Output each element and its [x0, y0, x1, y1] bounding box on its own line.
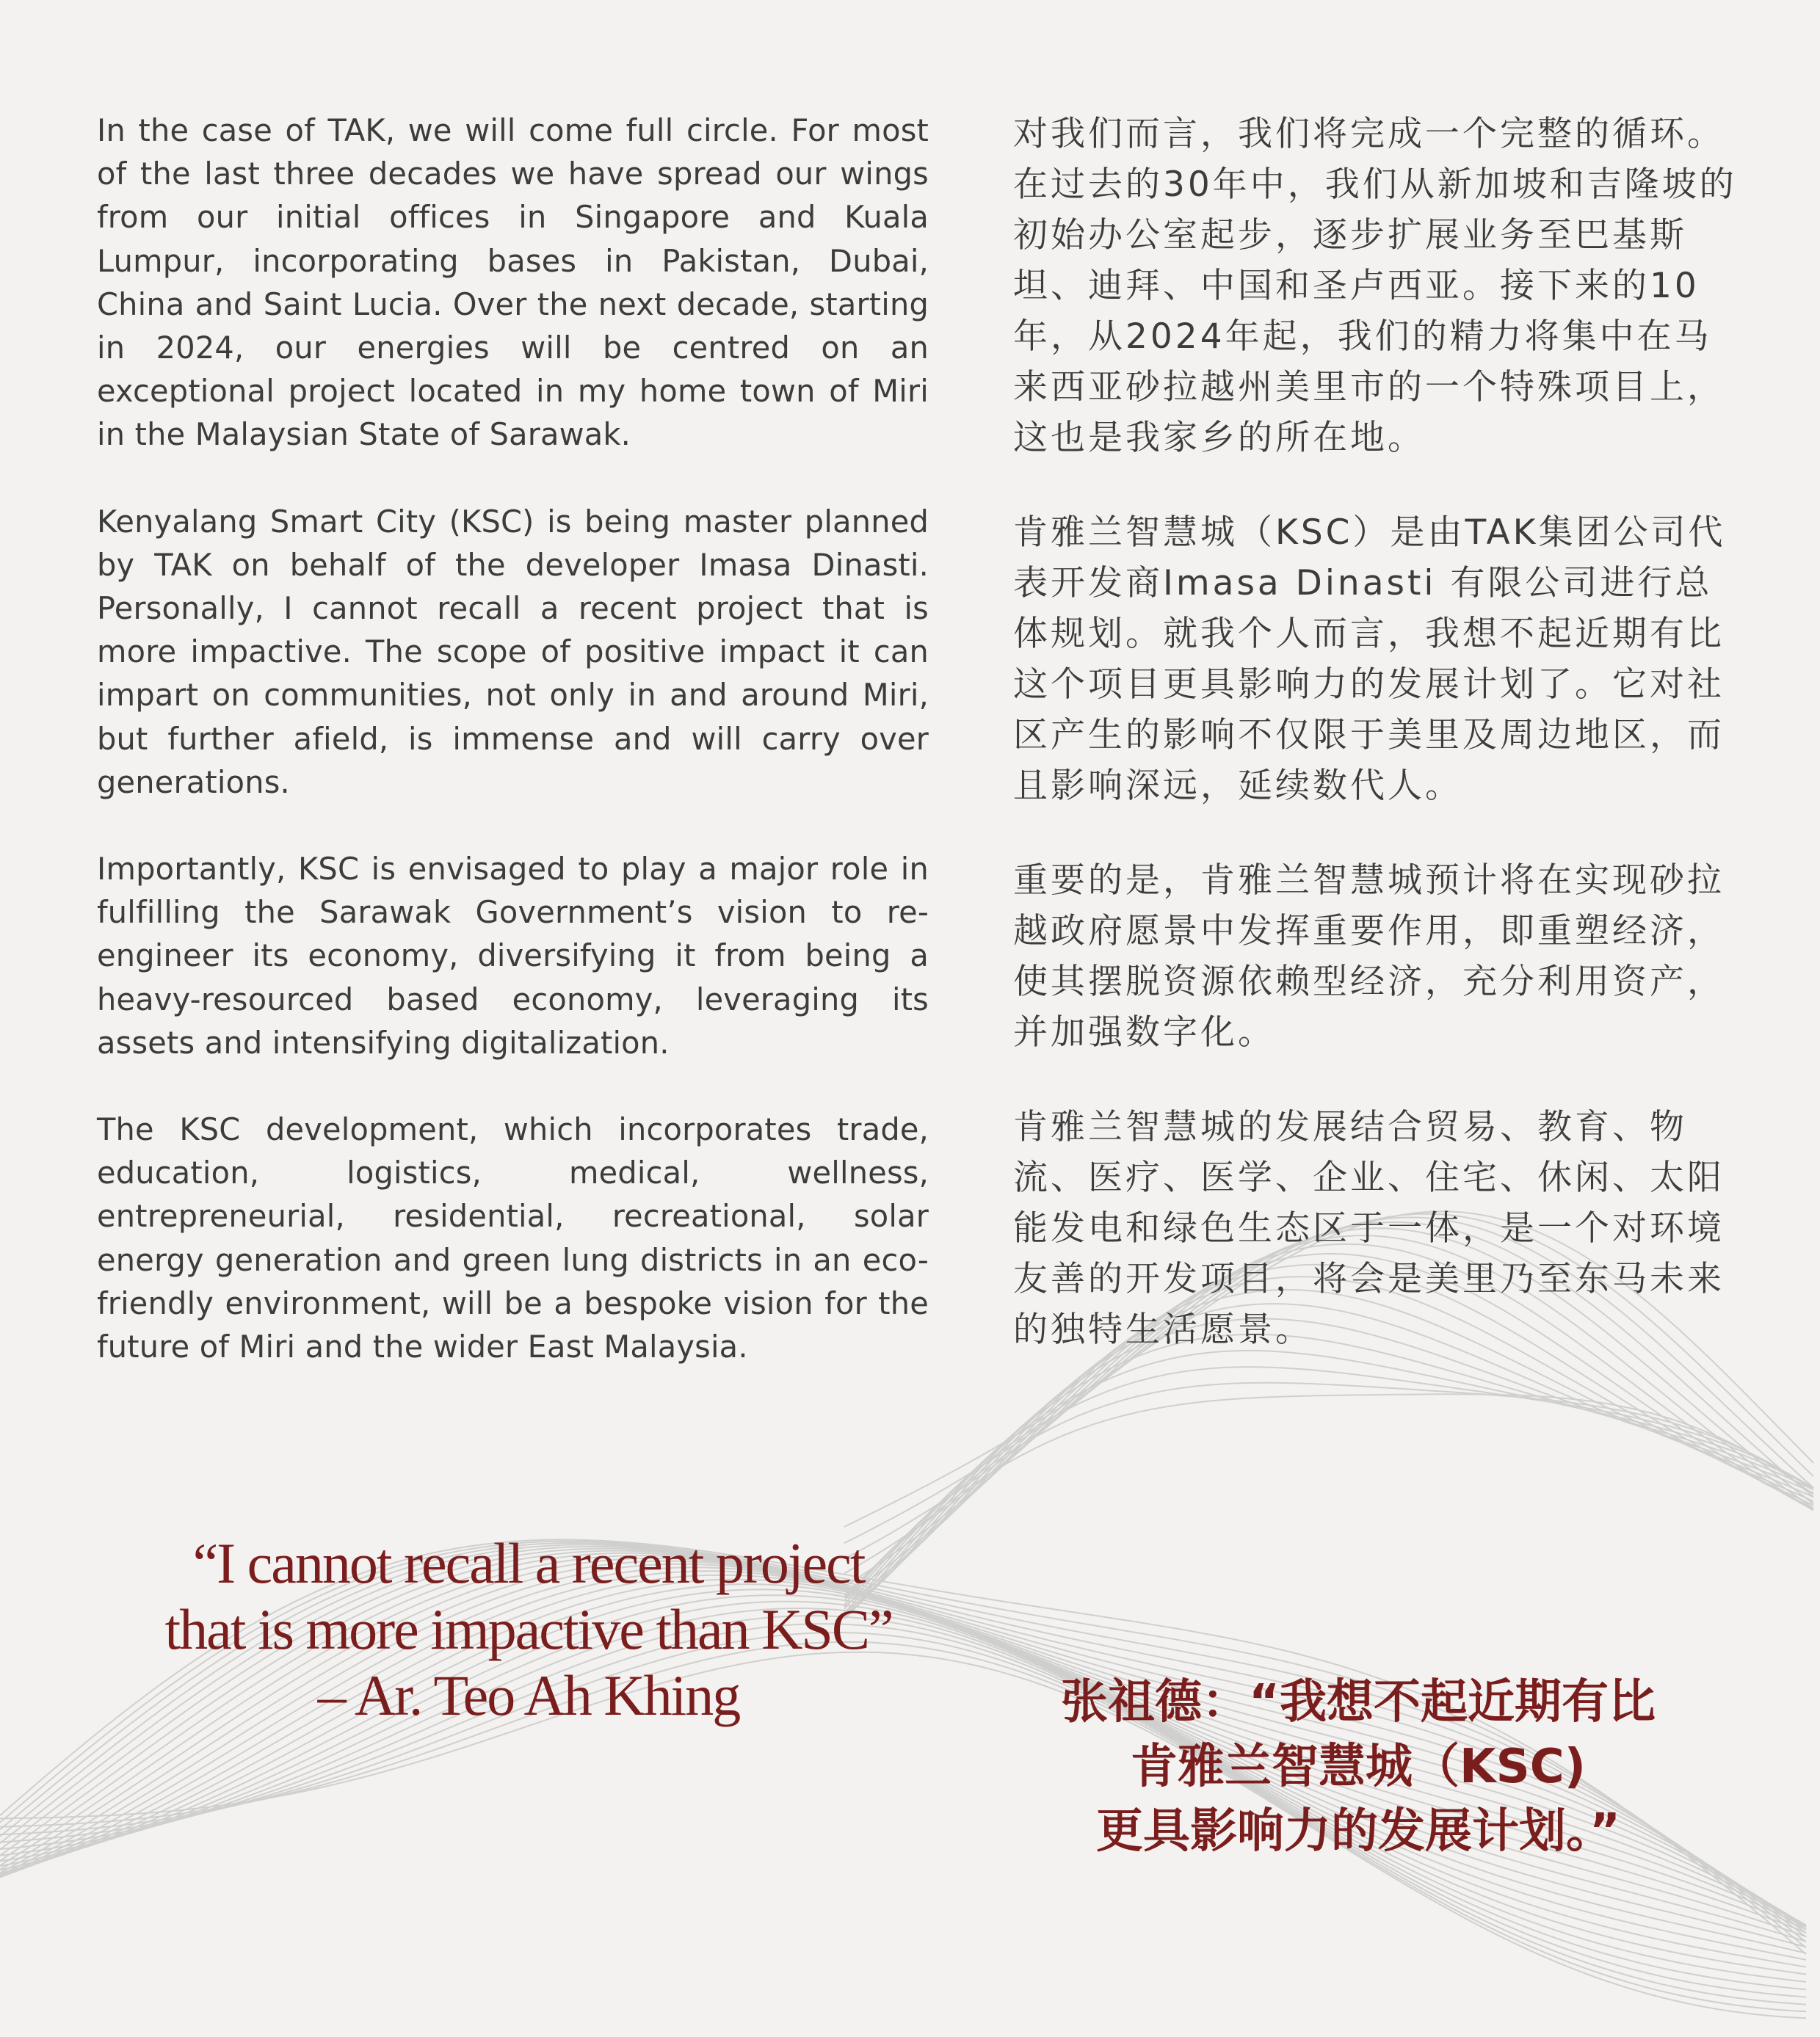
english-paragraph-3: Importantly, KSC is envisaged to play a major role in fulfilling the Sarawak Government’s vision to re-engineer its economy, diversifying it from being a heavy-resourced based economy, leveraging its assets and intensifying digitalization. [97, 851, 929, 1061]
chinese-paragraph-4: 肯雅兰智慧城的发展结合贸易、教育、物流、医疗、医学、企业、住宅、休闲、太阳能发电和绿色生态区于一体，是一个对环境友善的开发项目，将会是美里乃至东马未来的独特生活愿景。 [1013, 1107, 1725, 1350]
chinese-paragraph-2: 肯雅兰智慧城（KSC）是由TAK集团公司代表开发商Imasa Dinasti 有限公司进行总体规划。就我个人而言，我想不起近期有比这个项目更具影响力的发展计划了。它对社区产生的影响不仅限于美里及周边地区，而且影响深远，延续数代人。 [1013, 512, 1726, 806]
chinese-quote-line-2: 肯雅兰智慧城（KSC) [1131, 1740, 1586, 1794]
english-paragraph-2: Kenyalang Smart City (KSC) is being master planned by TAK on behalf of the developer Imasa Dinasti. Personally, I cannot recall a recent project that is more impactive. The scope of positive impact it can impart on communities, not only in and around Miri, but further afield, is immense and will carry over generations. [97, 503, 929, 800]
english-pull-quote [81, 1531, 976, 1729]
chinese-pull-quote [984, 1670, 1733, 1864]
chinese-column [1013, 109, 1747, 1399]
english-paragraph-4: The KSC development, which incorporates trade, education, logistics, medical, wellness, entrepreneurial, residential, recreational, solar energy generation and green lung districts in an eco-friendly environment, will be a bespoke vision for the future of Miri and the wider East Malaysia. [97, 1111, 929, 1365]
wave-line [844, 1367, 1813, 1601]
chinese-quote-line-1: 张祖德：“我想不起近期有比 [1060, 1675, 1656, 1729]
chinese-paragraph-1: 对我们而言，我们将完成一个完整的循环。在过去的30年中，我们从新加坡和吉隆坡的初始办公室起步，逐步扩展业务至巴基斯坦、迪拜、中国和圣卢西亚。接下来的10年，从2024年起，我们的精力将集中在马来西亚砂拉越州美里市的一个特殊项目上，这也是我家乡的所在地。 [1013, 114, 1737, 458]
english-quote-attribution: – Ar. Teo Ah Khing [317, 1663, 740, 1727]
wave-line [844, 1394, 1813, 1596]
english-paragraph-1: In the case of TAK, we will come full circle. For most of the last three decades we have spread our wings from our initial offices in Singapore and Kuala Lumpur, incorporating bases in Pakistan, Dubai, China and Saint Lucia. Over the next decade, starting in 2024, our energies will be centred on an exceptional project located in my home town of Miri in the Malaysian State of Sarawak. [97, 112, 929, 453]
english-quote-line-2: that is more impactive than KSC” [164, 1597, 893, 1661]
chinese-quote-line-3: 更具影响力的发展计划。” [1095, 1804, 1621, 1859]
english-column [97, 109, 929, 1412]
chinese-paragraph-3: 重要的是，肯雅兰智慧城预计将在实现砂拉越政府愿景中发挥重要作用，即重塑经济，使其摆脱资源依赖型经济，充分利用资产，并加强数字化。 [1013, 860, 1725, 1053]
english-quote-line-1: “I cannot recall a recent project [192, 1531, 865, 1595]
wave-line [844, 1383, 1813, 1598]
